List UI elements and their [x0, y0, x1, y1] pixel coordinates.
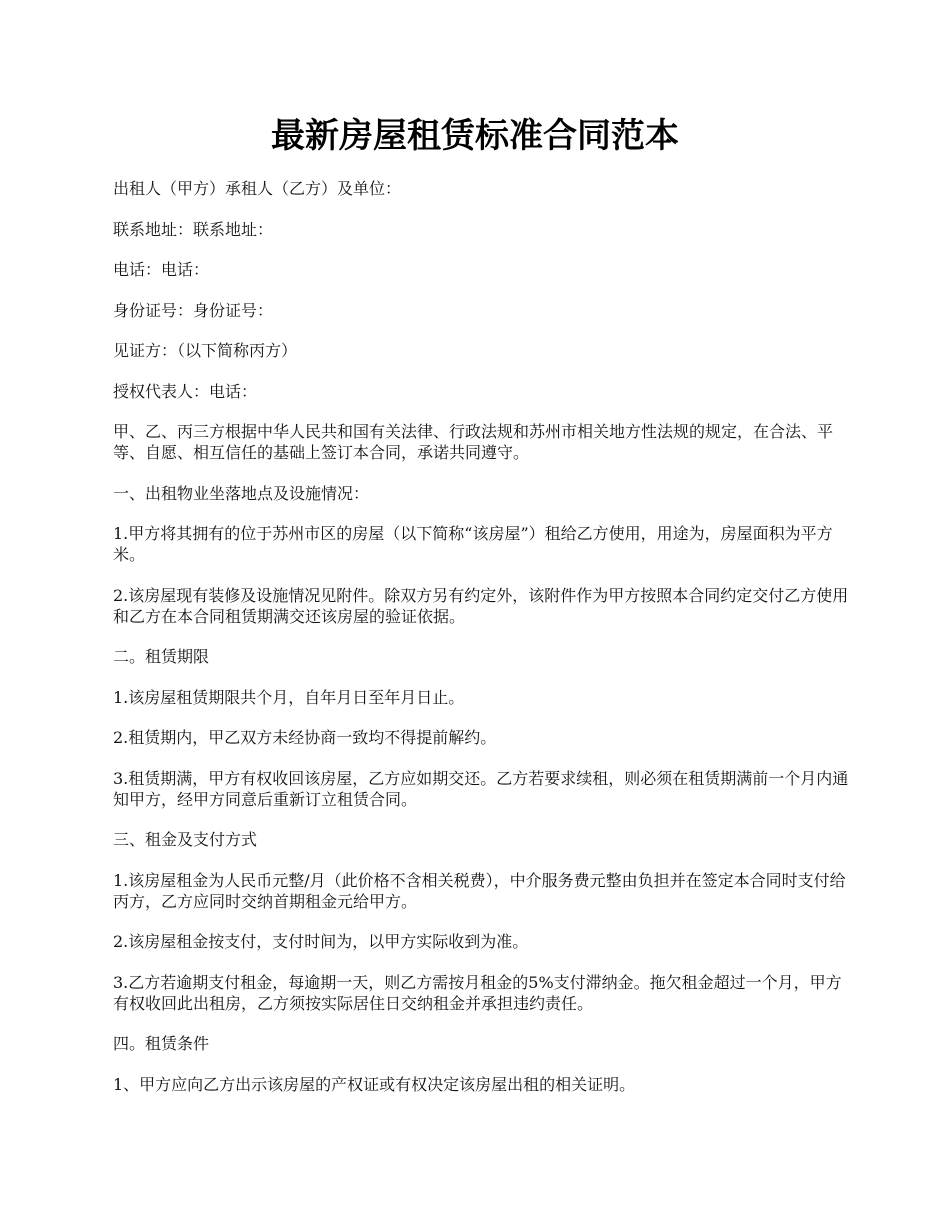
paragraph: 见证方：（以下简称丙方） [113, 341, 298, 360]
paragraph: 联系地址：联系地址： [113, 219, 274, 239]
paragraph: 1.该房屋租金为人民币元整/月（此价格不含相关税费），中介服务费元整由负担并在签定本合同时支付给丙方，乙方应同时交纳首期租金元给甲方。 [113, 870, 846, 911]
paragraph: 3.租赁期满，甲方有权收回该房屋，乙方应如期交还。乙方若要求续租，则必须在租赁期满前一个月内通知甲方，经甲方同意后重新订立租赁合同。 [113, 768, 849, 809]
document-body [113, 178, 853, 1114]
paragraph: 出租人（甲方）承租人（乙方）及单位： [113, 179, 402, 198]
paragraph: 1、甲方应向乙方出示该房屋的产权证或有权决定该房屋出租的相关证明。 [113, 1074, 636, 1094]
section-heading: 一、出租物业坐落地点及设施情况： [113, 483, 370, 503]
paragraph: 甲、乙、丙三方根据中华人民共和国有关法律、行政法规和苏州市相关地方性法规的规定，在合法、平等、自愿、相互信任的基础上签订本合同，承诺共同遵守。 [113, 422, 834, 462]
paragraph: 电话：电话： [113, 260, 210, 279]
paragraph: 2.该房屋现有装修及设施情况见附件。除双方另有约定外，该附件作为甲方按照本合同约定交付乙方使用和乙方在本合同租赁期满交还该房屋的验证依据。 [113, 585, 849, 626]
paragraph: 2.租赁期内，甲乙双方未经协商一致均不得提前解约。 [113, 728, 497, 747]
document-title: 最新房屋租赁标准合同范本 [271, 116, 679, 156]
paragraph: 2.该房屋租金按支付，支付时间为，以甲方实际收到为准。 [113, 932, 529, 951]
section-heading: 二。租赁期限 [113, 647, 210, 666]
paragraph: 1.甲方将其拥有的位于苏州市区的房屋（以下简称“该房屋”）租给乙方使用，用途为，房屋面积为平方米。 [113, 524, 833, 564]
paragraph: 身份证号：身份证号： [113, 300, 274, 320]
section-heading: 三、租金及支付方式 [113, 830, 258, 849]
paragraph: 3.乙方若逾期支付租金，每逾期一天，则乙方需按月租金的5%支付滞纳金。拖欠租金超过一个月，甲方有权收回此出租房，乙方须按实际居住日交纳租金并承担违约责任。 [113, 972, 842, 1013]
paragraph: 1.该房屋租赁期限共个月，自年月日至年月日止。 [113, 687, 465, 707]
paragraph: 授权代表人：电话： [113, 381, 258, 401]
section-heading: 四。租赁条件 [113, 1034, 210, 1053]
